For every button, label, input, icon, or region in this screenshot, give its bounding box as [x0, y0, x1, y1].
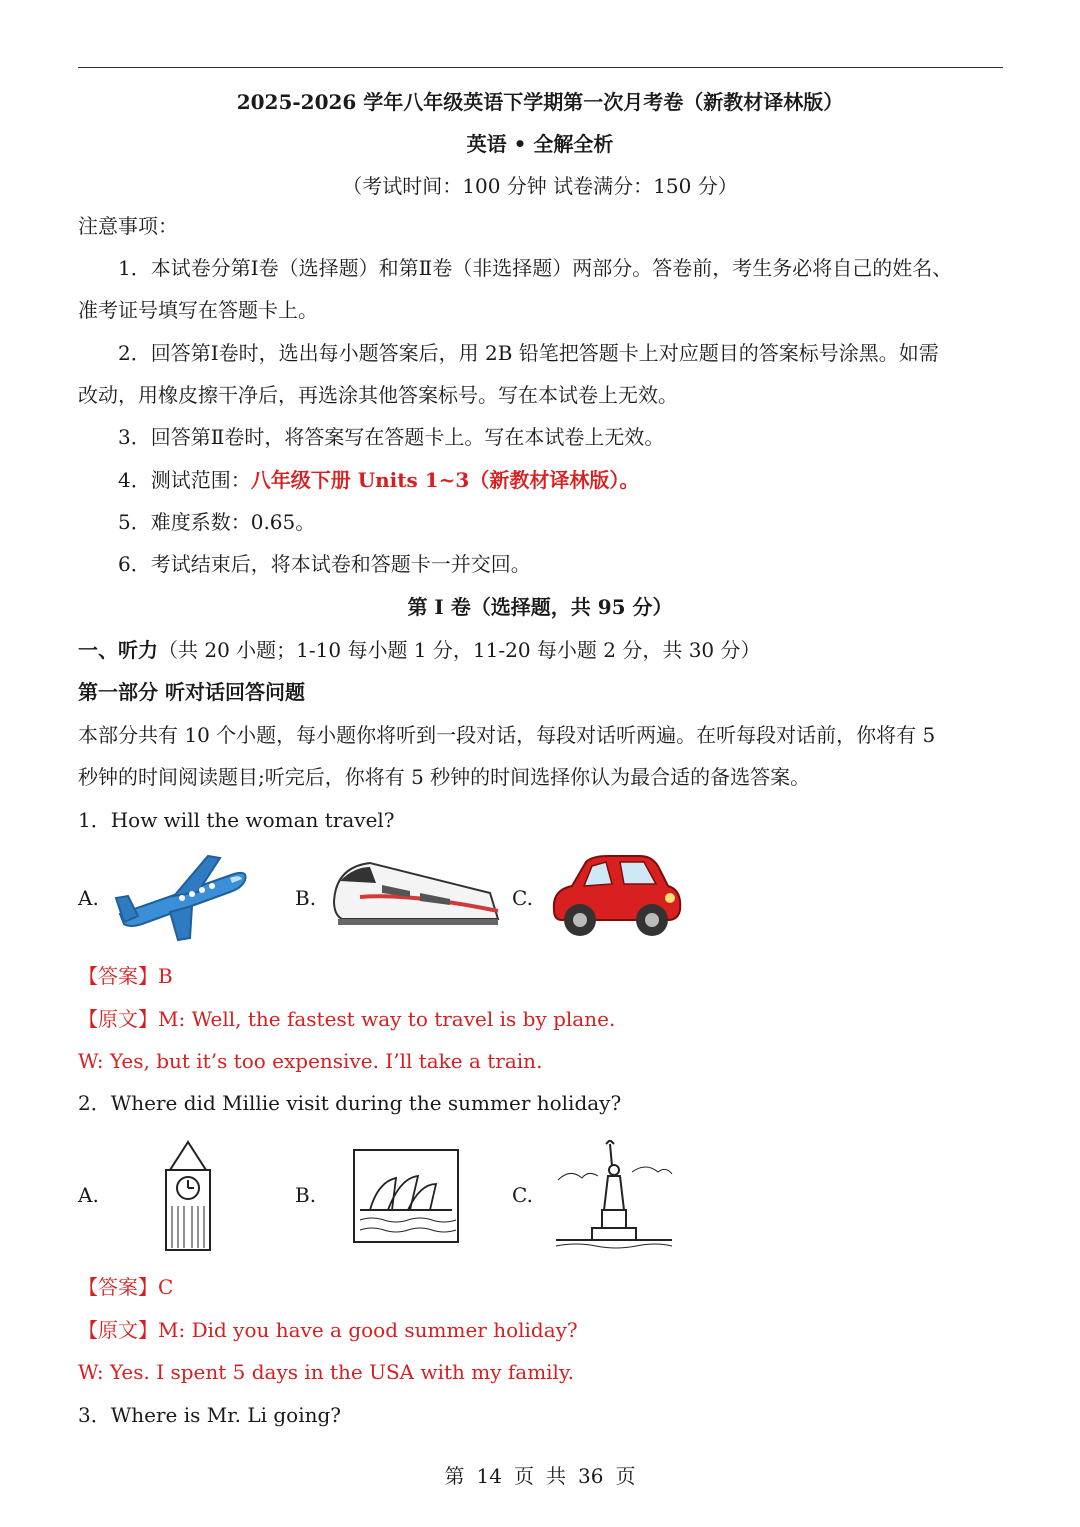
q2-transcript-label: 【原文】 — [78, 1318, 158, 1342]
q2-option-c-label: C. — [512, 1183, 533, 1207]
total-pages: 36 — [578, 1464, 604, 1488]
q1-answer-value: B — [158, 964, 173, 988]
header-rule — [78, 67, 1003, 68]
q1-answer-label: 【答案】 — [78, 964, 158, 988]
q1-option-a-label: A. — [78, 886, 99, 910]
q2-transcript-line-2: W: Yes. I spent 5 days in the USA with my family. — [78, 1360, 574, 1384]
question-2-stem: 2．Where did Millie visit during the summer holiday? — [78, 1091, 622, 1115]
part1-sub-heading: 第一部分 听对话回答问题 — [78, 680, 305, 704]
notice-item-5: 5．难度系数：0.65。 — [118, 510, 316, 534]
q2-option-b-label: B. — [295, 1183, 317, 1207]
part1-line — [78, 636, 761, 664]
q2-option-a-label: A. — [78, 1183, 99, 1207]
notice-item-4 — [118, 466, 639, 494]
notice-item-2: 2．回答第Ⅰ卷时，选出每小题答案后，用 2B 铅笔把答题卡上对应题目的答案标号涂黑。如需 — [118, 341, 939, 365]
instructions-line-1: 本部分共有 10 个小题，每小题你将听到一段对话，每段对话听两遍。在听每段对话前，你将有 5 — [78, 723, 936, 747]
q2-transcript-line-1: M: Did you have a good summer holiday? — [158, 1318, 578, 1342]
notice-item-1-cont: 准考证号填写在答题卡上。 — [78, 298, 318, 322]
sydney-opera-house-icon — [352, 1148, 460, 1244]
exam-title: 2025-2026 学年八年级英语下学期第一次月考卷（新教材译林版） — [236, 90, 844, 114]
q1-answer — [78, 962, 173, 990]
notice-item-6: 6．考试结束后，将本试卷和答题卡一并交回。 — [118, 552, 531, 576]
q2-answer — [78, 1273, 173, 1301]
q2-answer-label: 【答案】 — [78, 1275, 158, 1299]
test-range: 八年级下册 Units 1~3（新教材译林版）。 — [250, 468, 640, 492]
question-3-stem: 3．Where is Mr. Li going? — [78, 1403, 342, 1427]
q1-transcript-label: 【原文】 — [78, 1007, 158, 1031]
big-ben-icon — [118, 1140, 258, 1252]
current-page: 14 — [476, 1464, 502, 1488]
q1-transcript-line-2: W: Yes, but it’s too expensive. I’ll take a train. — [78, 1049, 543, 1073]
notice-item-3: 3．回答第Ⅱ卷时，将答案写在答题卡上。写在本试卷上无效。 — [118, 425, 665, 449]
statue-of-liberty-icon — [552, 1140, 676, 1252]
notice-item-4-prefix: 4．测试范围： — [118, 468, 251, 492]
part1-heading: 一、听力 — [78, 638, 158, 662]
part1-detail: （共 20 小题；1-10 每小题 1 分，11-20 每小题 2 分，共 30 分） — [158, 638, 761, 662]
instructions-line-2: 秒钟的时间阅读题目;听完后，你将有 5 秒钟的时间选择你认为最合适的备选答案。 — [78, 765, 811, 789]
notice-heading: 注意事项： — [78, 214, 178, 238]
train-icon — [330, 857, 500, 933]
car-icon — [548, 852, 684, 942]
notice-item-2-cont: 改动，用橡皮擦干净后，再选涂其他答案标号。写在本试卷上无效。 — [78, 383, 678, 407]
q1-transcript — [78, 1005, 615, 1033]
question-1-stem: 1．How will the woman travel? — [78, 808, 395, 832]
q1-transcript-line-1: M: Well, the fastest way to travel is by plane. — [158, 1007, 616, 1031]
q1-option-b-label: B. — [295, 886, 317, 910]
footer-total-word: 共 — [546, 1464, 566, 1488]
exam-info: （考试时间：100 分钟 试卷满分：150 分） — [342, 174, 738, 198]
volume-title: 第 I 卷（选择题，共 95 分） — [407, 595, 673, 619]
footer-prefix: 第 — [444, 1464, 465, 1488]
q1-option-c-label: C. — [512, 886, 533, 910]
airplane-icon — [112, 852, 252, 942]
q2-transcript — [78, 1316, 578, 1344]
footer-page-word: 页 — [514, 1464, 534, 1488]
page-footer — [0, 1460, 1080, 1489]
notice-item-1: 1．本试卷分第Ⅰ卷（选择题）和第Ⅱ卷（非选择题）两部分。答卷前，考生务必将自己的姓名、 — [118, 256, 953, 280]
footer-suffix: 页 — [615, 1464, 636, 1488]
q2-answer-value: C — [158, 1275, 174, 1299]
exam-subtitle: 英语 • 全解全析 — [466, 132, 614, 156]
